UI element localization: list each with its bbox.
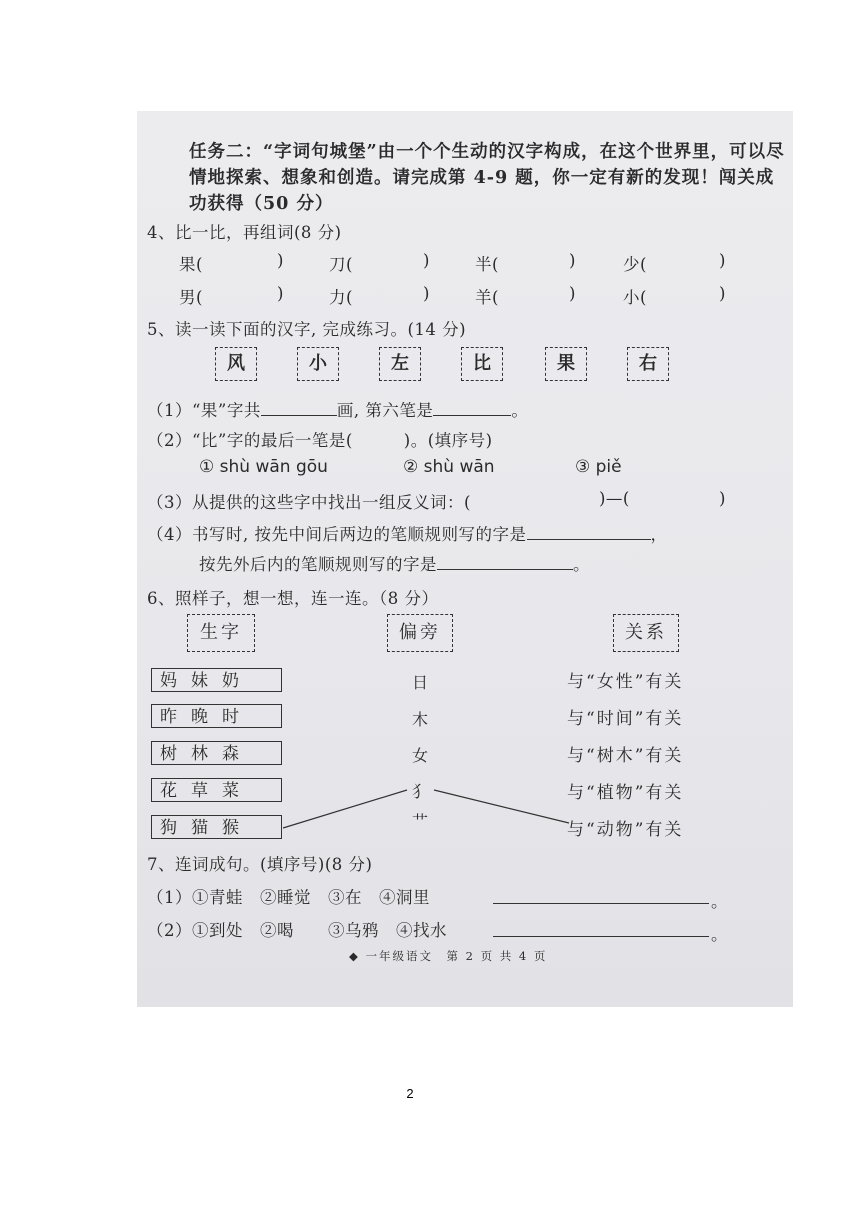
example-line-right [434, 790, 569, 823]
char-box: 比 [461, 347, 503, 381]
q5-sub1-text: 。 [511, 401, 529, 420]
radical[interactable]: 木 [412, 710, 429, 729]
q5-sub2: （2）“比”字的最后一笔是( )。(填序号) [147, 431, 493, 450]
char-box: 小 [297, 347, 339, 381]
character-group[interactable]: 妈妹奶 [151, 668, 282, 692]
q7-title: 7、连词成句。(填序号)(8 分) [147, 855, 373, 874]
q5-sub3-close: ) [719, 489, 726, 508]
character-group[interactable]: 狗猫猴 [151, 815, 282, 839]
q4-char: 力( [329, 288, 353, 307]
answer-line[interactable] [493, 887, 709, 904]
char-box: 果 [545, 347, 587, 381]
q5-title: 5、读一读下面的汉字, 完成练习。(14 分) [147, 320, 467, 339]
char-box: 左 [379, 347, 421, 381]
q5-sub4-text: ， [650, 525, 668, 544]
header-relations: 关系 [613, 614, 679, 652]
character-group[interactable]: 花草菜 [151, 778, 282, 802]
relation[interactable]: 与“动物”有关 [567, 820, 684, 840]
q5-sub3-dash: )—( [599, 489, 630, 508]
q5-sub4-text: 。 [573, 555, 590, 574]
q4-title: 4、比一比，再组词(8 分) [147, 223, 342, 242]
q4-char: 果( [179, 255, 203, 274]
q4-char: 男( [179, 288, 203, 307]
q4-paren: ) [719, 284, 726, 303]
char-box: 右 [627, 347, 669, 381]
q4-char: 半( [475, 255, 499, 274]
example-line-left [283, 790, 407, 828]
relation[interactable]: 与“女性”有关 [567, 672, 684, 692]
q4-paren: ) [423, 284, 430, 303]
radical[interactable]: 女 [412, 746, 429, 765]
q5-sub4-text: （4）书写时, 按先中间后两边的笔顺规则写的字是 [147, 525, 527, 544]
q7-sub1: （1）①青蛙 ②睡觉 ③在 ④洞里 [147, 888, 430, 907]
relation[interactable]: 与“时间”有关 [567, 709, 684, 729]
q4-paren: ) [719, 251, 726, 270]
page-footer: ◆ 一年级语文 第 2 页 共 4 页 [349, 949, 548, 963]
scanned-page [137, 111, 793, 1007]
radical[interactable]: 艹 [412, 812, 429, 831]
radical[interactable]: 犭 [412, 782, 429, 801]
character-group[interactable]: 树林森 [151, 741, 282, 765]
q4-char: 刀( [329, 255, 353, 274]
q5-option: ② shù wān [403, 457, 495, 477]
q7-period: 。 [711, 892, 728, 911]
page-number: 2 [406, 1086, 414, 1101]
character-group[interactable]: 昨晚时 [151, 704, 282, 728]
char-box: 风 [215, 347, 257, 381]
q6-title: 6、照样子，想一想，连一连。（8 分） [147, 589, 439, 608]
q4-paren: ) [423, 251, 430, 270]
relation[interactable]: 与“植物”有关 [567, 783, 684, 803]
relation[interactable]: 与“树木”有关 [567, 746, 684, 766]
task-intro: 任务二：“字词句城堡”由一个个生动的汉字构成，在这个世界里，可以尽情地探索、想象和创造。请完成第 4-9 题，你一定有新的发现！闯关成功获得（50 分） [189, 142, 785, 214]
q5-option: ③ piě [575, 457, 622, 477]
q4-char: 小( [623, 288, 647, 307]
q4-char: 少( [623, 255, 647, 274]
q5-sub4-text: 按先外后内的笔顺规则写的字是 [199, 555, 437, 574]
q4-paren: ) [277, 284, 284, 303]
radical[interactable]: 日 [412, 673, 429, 692]
q5-sub3: （3）从提供的这些字中找出一组反义词：( [147, 493, 471, 512]
q7-period: 。 [711, 925, 728, 944]
q5-option: ① shù wān gōu [199, 457, 328, 477]
q4-paren: ) [277, 251, 284, 270]
header-radicals: 偏旁 [387, 614, 453, 652]
header-characters: 生字 [187, 614, 255, 652]
q5-sub1-text: （1）“果”字共 [147, 401, 261, 420]
answer-line[interactable] [493, 920, 709, 937]
q7-sub2: （2）①到处 ②喝 ③乌鸦 ④找水 [147, 921, 447, 940]
q4-char: 羊( [475, 288, 499, 307]
q4-paren: ) [569, 251, 576, 270]
q4-paren: ) [569, 284, 576, 303]
q5-sub1-text: 画, 第六笔是 [336, 401, 434, 420]
